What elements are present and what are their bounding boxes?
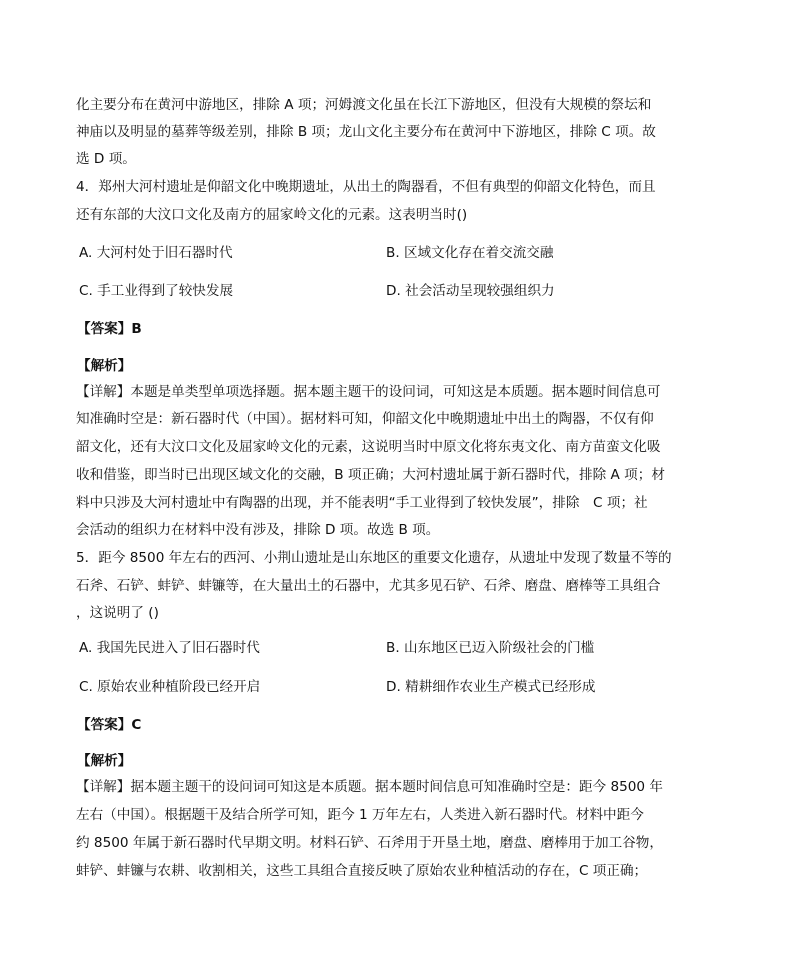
q5-option-d: D. 精耕细作农业生产模式已经形成 — [386, 679, 596, 695]
q5-stem-line-2: 石斧、石铲、蚌铲、蚌镰等，在大量出土的石器中，尤其多见石铲、石斧、磨盘、磨棒等工具组合 — [76, 578, 661, 594]
q4-analysis-line-4: 收和借鉴，即当时已出现区域文化的交融，B 项正确；大河村遗址属于新石器时代，排除 A 项；材 — [76, 467, 665, 483]
q5-option-c: C. 原始农业种植阶段已经开启 — [79, 679, 261, 695]
q5-answer: 【答案】C — [77, 717, 142, 733]
q4-analysis-line-1: 【详解】本题是单类型单项选择题。据本题主题干的设问词，可知这是本质题。据本题时间信息可 — [76, 384, 661, 400]
q4-answer: 【答案】B — [77, 321, 142, 337]
q5-analysis-line-4: 蚌铲、蚌镰与农耕、收割相关，这些工具组合直接反映了原始农业种植活动的存在，C 项正确； — [76, 863, 648, 879]
q5-option-b: B. 山东地区已迈入阶级社会的门槛 — [386, 640, 595, 656]
q5-analysis-line-3: 约 8500 年属于新石器时代早期文明。材料石铲、石斧用于开垦土地，磨盘、磨棒用于加工谷物， — [76, 835, 663, 851]
q4-analysis-title: 【解析】 — [77, 358, 132, 374]
q5-stem-line-1: 5．距今 8500 年左右的西河、小荆山遗址是山东地区的重要文化遗存，从遗址中发现了数量不等的 — [76, 550, 672, 566]
q4-analysis-line-6: 会活动的组织力在材料中没有涉及，排除 D 项。故选 B 项。 — [76, 522, 440, 538]
q4-stem-line-2: 还有东部的大汶口文化及南方的屈家岭文化的元素。这表明当时() — [76, 207, 468, 223]
q4-analysis-line-3: 韶文化，还有大汶口文化及屈家岭文化的元素，这说明当时中原文化将东夷文化、南方苗蛮文化吸 — [76, 439, 661, 455]
q4-option-d: D. 社会活动呈现较强组织力 — [386, 283, 555, 299]
q4-option-c: C. 手工业得到了较快发展 — [79, 283, 234, 299]
q5-stem-line-3: ，这说明了 () — [76, 605, 159, 621]
q5-analysis-line-2: 左右（中国）。根据题干及结合所学可知，距今 1 万年左右，人类进入新石器时代。材料中距今 — [76, 807, 644, 823]
q5-analysis-title: 【解析】 — [77, 753, 132, 769]
q4-analysis-line-2: 知准确时空是：新石器时代（中国）。据材料可知，仰韶文化中晚期遗址中出土的陶器，不仅有仰 — [76, 411, 654, 427]
intro-line-2: 神庙以及明显的墓葬等级差别，排除 B 项；龙山文化主要分布在黄河中下游地区，排除 C 项。故 — [76, 124, 656, 140]
q5-option-a: A. 我国先民进入了旧石器时代 — [79, 640, 260, 656]
q4-option-b: B. 区域文化存在着交流交融 — [386, 245, 554, 261]
q4-analysis-line-5: 料中只涉及大河村遗址中有陶器的出现，并不能表明“手工业得到了较快发展”，排除 C 项；社 — [76, 495, 648, 511]
q4-stem-line-1: 4．郑州大河村遗址是仰韶文化中晚期遗址，从出土的陶器看，不但有典型的仰韶文化特色，而且 — [76, 179, 656, 195]
q4-option-a: A. 大河村处于旧石器时代 — [79, 245, 233, 261]
q5-analysis-line-1: 【详解】据本题主题干的设问词可知这是本质题。据本题时间信息可知准确时空是：距今 8500 年 — [76, 779, 663, 795]
intro-line-1: 化主要分布在黄河中游地区，排除 A 项；河姆渡文化虽在长江下游地区，但没有大规模的祭坛和 — [76, 97, 652, 113]
intro-line-3: 选 D 项。 — [76, 151, 136, 167]
